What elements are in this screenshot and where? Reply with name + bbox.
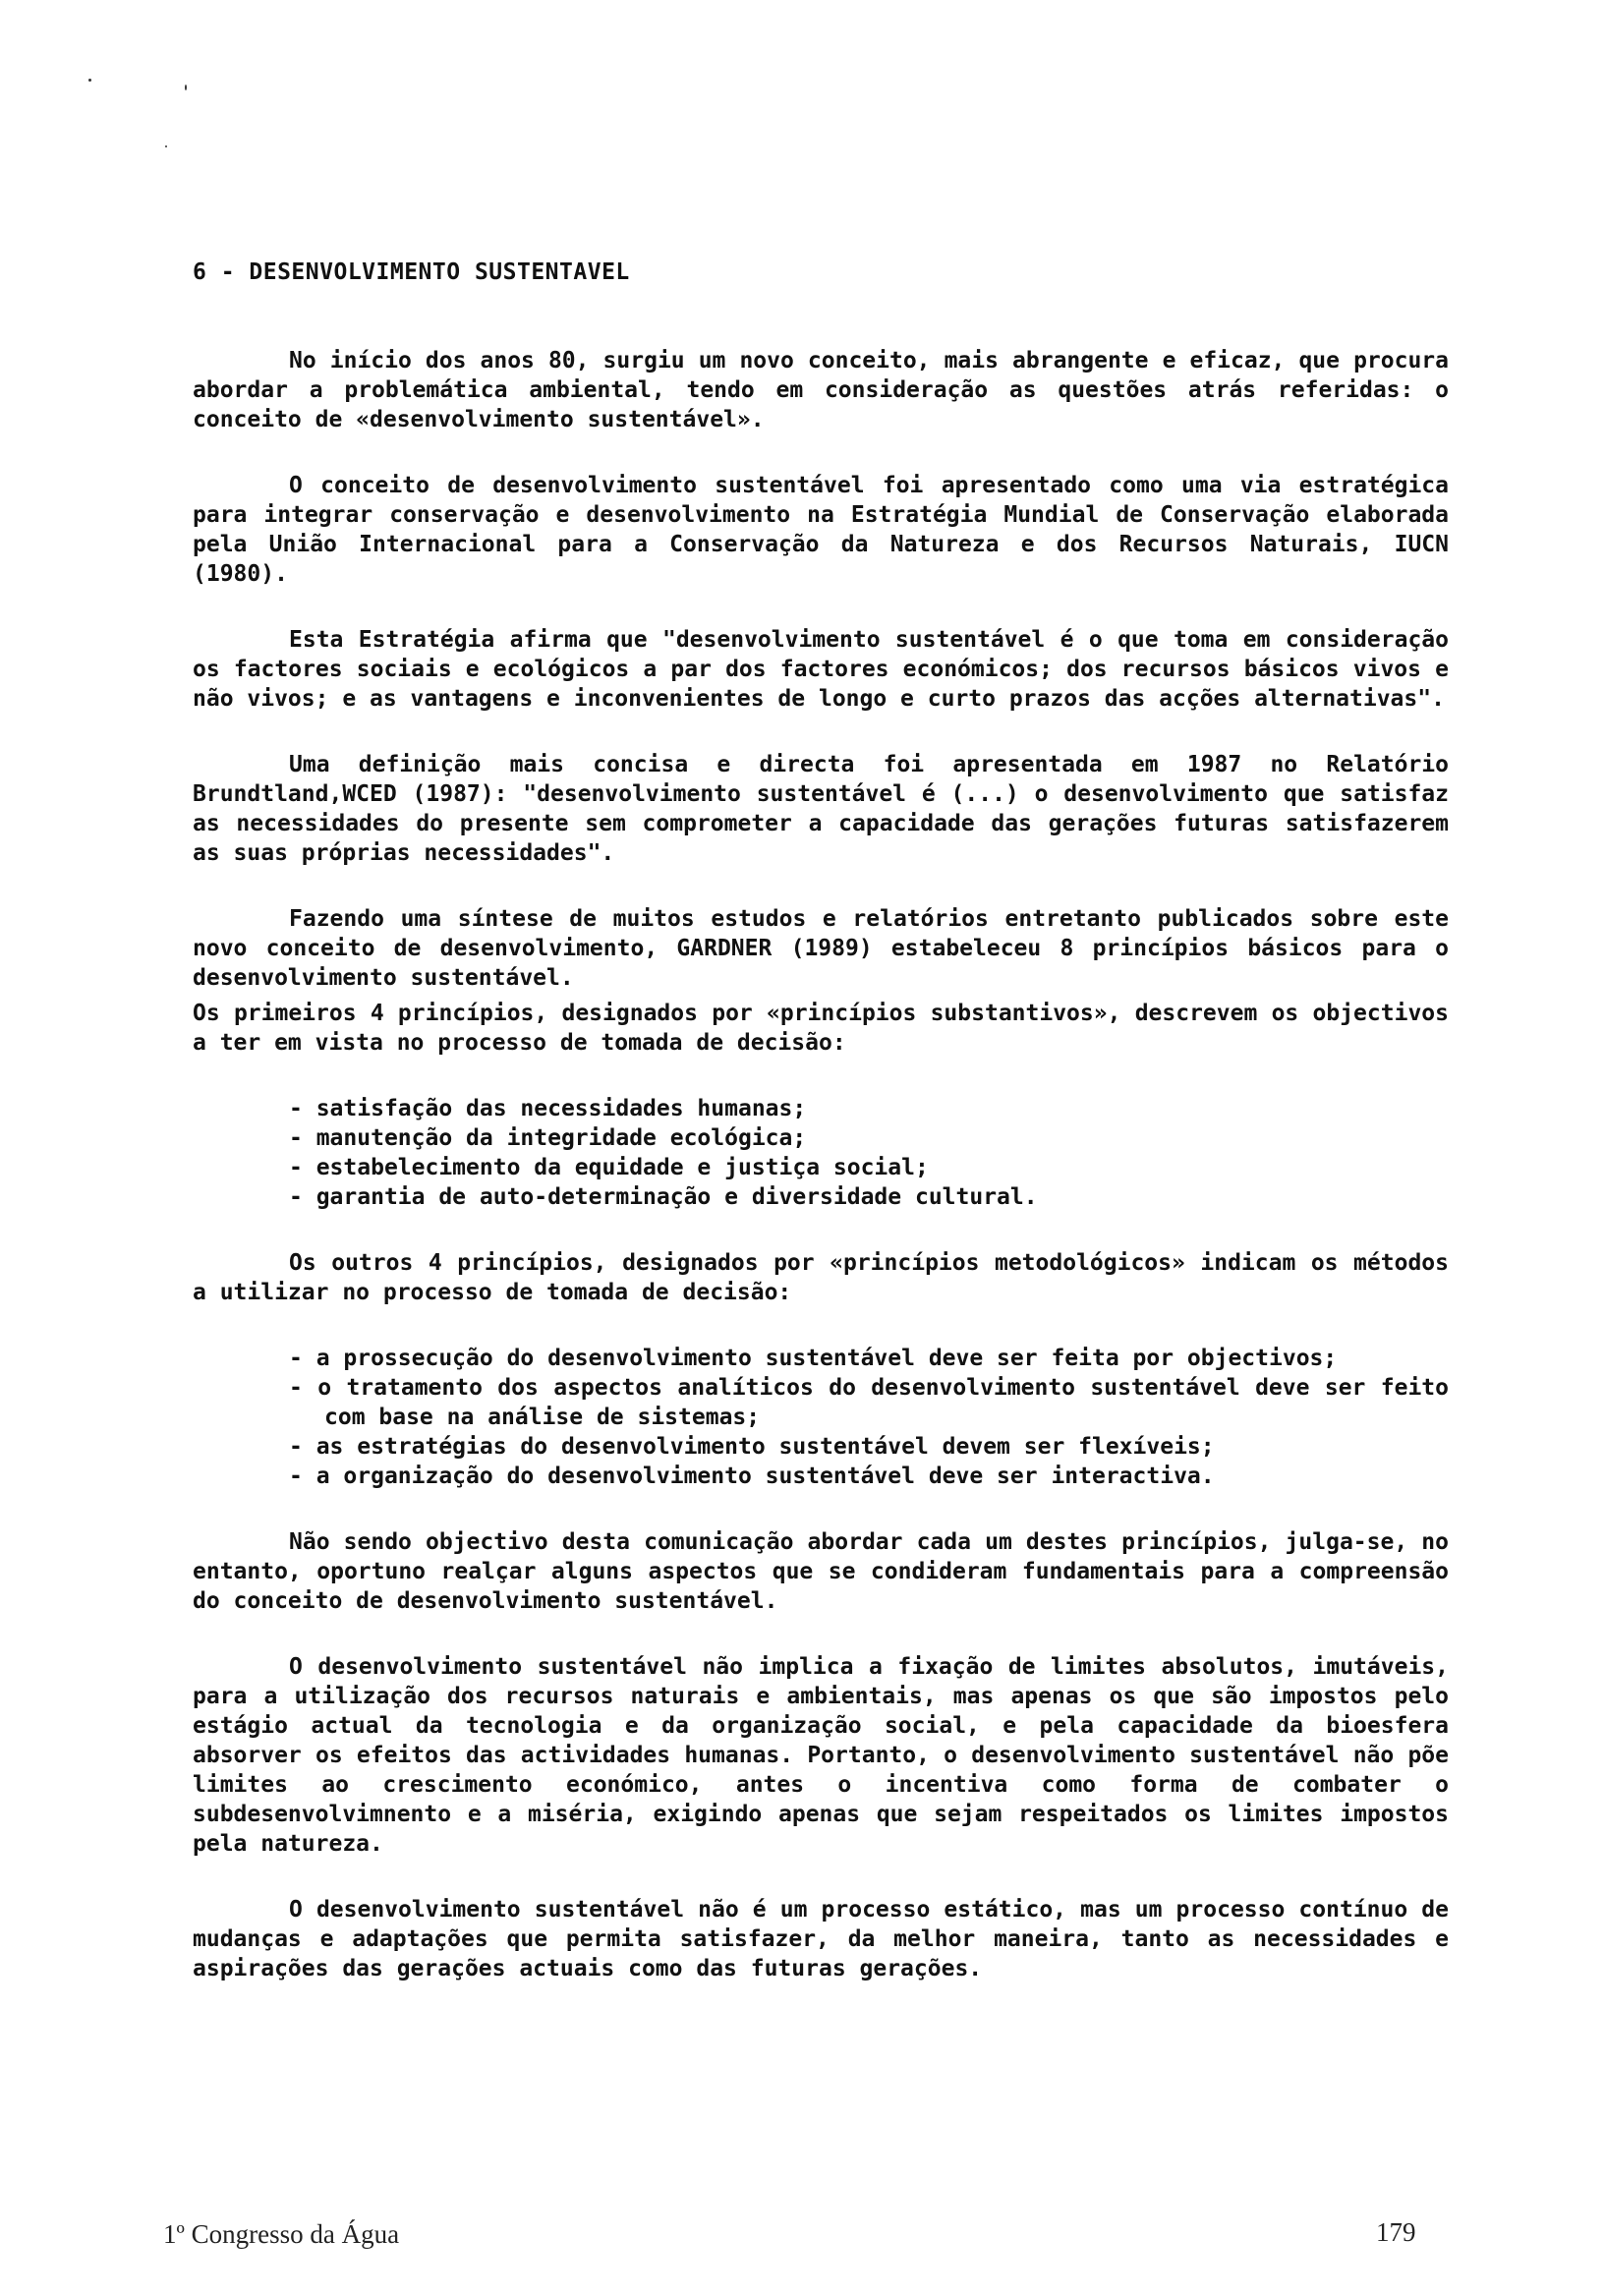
paragraph: Os primeiros 4 princípios, designados por «princípios substantivos», descrevem os objectivos a ter em vista no processo de tomada de decisão: [193, 1001, 1449, 1056]
paragraph: Fazendo uma síntese de muitos estudos e relatórios entretanto publicados sobre este novo conceito de desenvolvimento, GARDNER (1989) estabeleceu 8 princípios básicos para o desenvolvimento sustentável. [193, 906, 1449, 991]
list-item: - satisfação das necessidades humanas; [289, 1094, 1449, 1123]
paragraph: Os outros 4 princípios, designados por «princípios metodológicos» indicam os métodos a utilizar no processo de tomada de decisão: [193, 1250, 1449, 1305]
paragraph: Uma definição mais concisa e directa foi apresentada em 1987 no Relatório Brundtland,WCED (1987): "desenvolvimento sustentável é (...) o desenvolvimento que satisfaz as necessidades do presente sem comprometer a capacidade das gerações futuras satisfazerem as suas próprias necessidades". [193, 752, 1449, 866]
footer-conference-title: 1º Congresso da Água [163, 2219, 400, 2249]
list-item: - garantia de auto-determinação e diversidade cultural. [289, 1182, 1449, 1212]
list-item: - o tratamento dos aspectos analíticos do desenvolvimento sustentável deve ser feito com base na análise de sistemas; [289, 1373, 1449, 1432]
list-item: - manutenção da integridade ecológica; [289, 1123, 1449, 1153]
page-number: 179 [1376, 2217, 1416, 2247]
document-body [193, 258, 1449, 2020]
section-heading: 6 - DESENVOLVIMENTO SUSTENTAVEL [193, 259, 630, 285]
list-item: - estabelecimento da equidade e justiça social; [289, 1153, 1449, 1182]
list-item: - a prossecução do desenvolvimento sustentável deve ser feita por objectivos; [289, 1344, 1449, 1373]
list-item: - as estratégias do desenvolvimento sustentável devem ser flexíveis; [289, 1432, 1449, 1462]
scan-speck [165, 145, 167, 147]
paragraph: No início dos anos 80, surgiu um novo conceito, mais abrangente e eficaz, que procura abordar a problemática ambiental, tendo em consideração as questões atrás referidas: o conceito de «desenvolvimento sustentável». [193, 348, 1449, 432]
paragraph: Esta Estratégia afirma que "desenvolvimento sustentável é o que toma em consideração os factores sociais e ecológicos a par dos factores económicos; dos recursos básicos vivos e não vivos; e as vantagens e inconvenientes de longo e curto prazos das acções alternativas". [193, 627, 1449, 712]
scan-speck [88, 79, 91, 82]
paragraph: O conceito de desenvolvimento sustentável foi apresentado como uma via estratégica para integrar conservação e desenvolvimento na Estratégia Mundial de Conservação elaborada pela União Internacional para a Conservação da Natureza e dos Recursos Naturais, IUCN (1980). [193, 473, 1449, 587]
methodological-principles-list [289, 1344, 1449, 1491]
paragraph: Não sendo objectivo desta comunicação abordar cada um destes princípios, julga-se, no entanto, oportuno realçar alguns aspectos que se condideram fundamentais para a compreensão do conceito de desenvolvimento sustentável. [193, 1529, 1449, 1614]
list-item: - a organização do desenvolvimento sustentável deve ser interactiva. [289, 1462, 1449, 1491]
paragraph: O desenvolvimento sustentável não implica a fixação de limites absolutos, imutáveis, para a utilização dos recursos naturais e ambientais, mas apenas os que são impostos pelo estágio actual da tecnologia e da organização social, e pela capacidade da bioesfera absorver os efeitos das actividades humanas. Portanto, o desenvolvimento sustentável não põe limites ao crescimento económico, antes o incentiva como forma de combater o subdesenvolvimnento e a miséria, exigindo apenas que sejam respeitados os limites impostos pela natureza. [193, 1654, 1449, 1857]
substantive-principles-list [289, 1094, 1449, 1212]
paragraph: O desenvolvimento sustentável não é um processo estático, mas um processo contínuo de mudanças e adaptações que permita satisfazer, da melhor maneira, tanto as necessidades e aspirações das gerações actuais como das futuras gerações. [193, 1897, 1449, 1981]
scan-speck [185, 85, 187, 90]
